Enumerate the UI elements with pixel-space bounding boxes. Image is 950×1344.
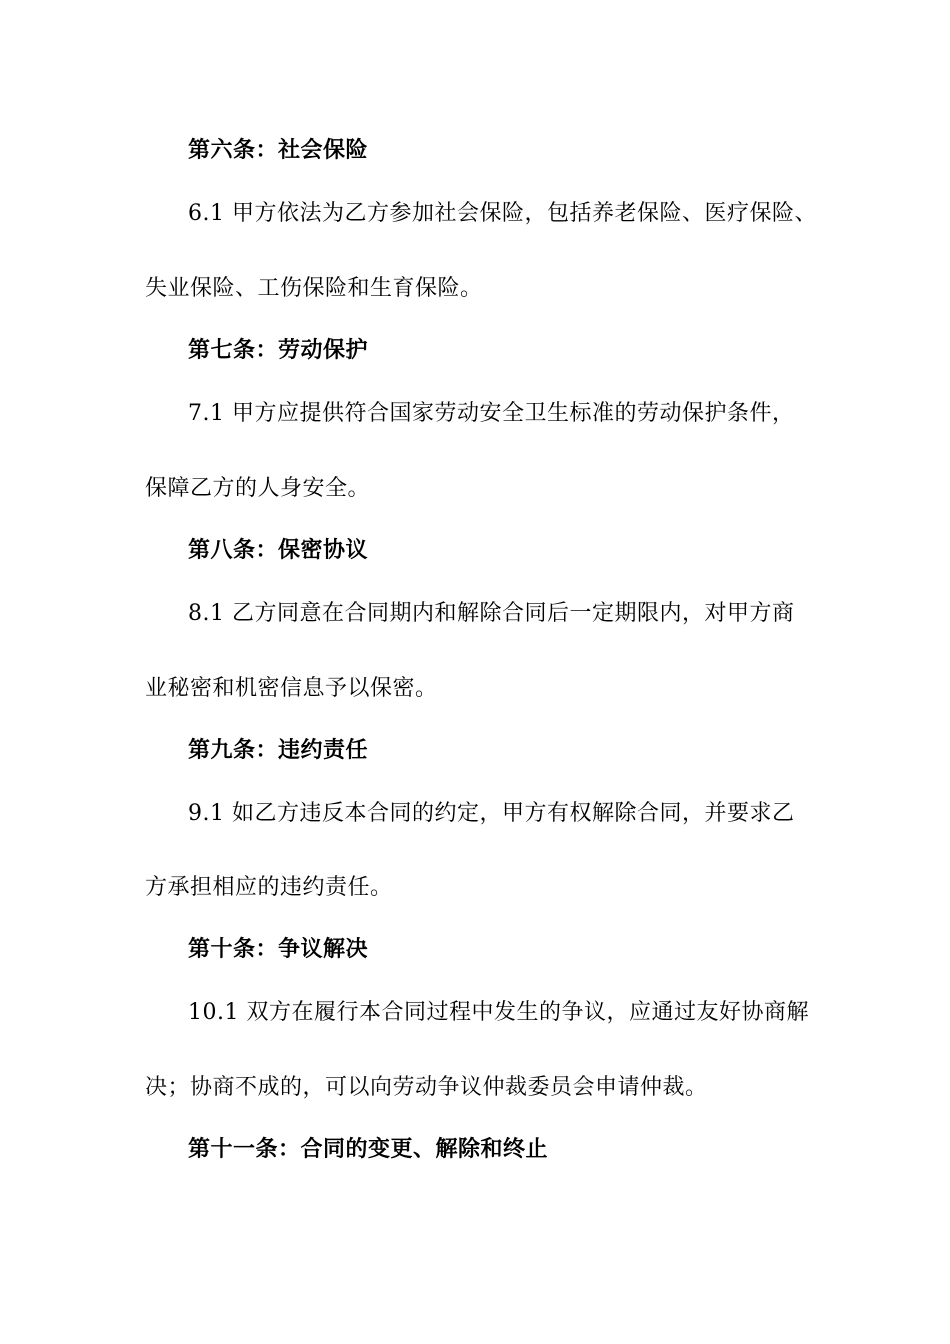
section-6-line-2: 失业保险、工伤保险和生育保险。	[145, 276, 483, 301]
section-9-line-1: 9.1 如乙方违反本合同的约定，甲方有权解除合同，并要求乙	[188, 801, 795, 826]
section-8-line-1: 8.1 乙方同意在合同期内和解除合同后一定期限内，对甲方商	[188, 601, 795, 626]
section-heading-8: 第八条：保密协议	[188, 538, 369, 563]
section-8-line-2: 业秘密和机密信息予以保密。	[145, 676, 438, 701]
section-heading-9: 第九条：违约责任	[188, 738, 369, 763]
section-7-line-1: 7.1 甲方应提供符合国家劳动安全卫生标准的劳动保护条件，	[188, 401, 795, 426]
section-heading-7: 第七条：劳动保护	[188, 338, 369, 363]
section-10-line-2: 决；协商不成的，可以向劳动争议仲裁委员会申请仲裁。	[145, 1075, 708, 1100]
section-heading-10: 第十条：争议解决	[188, 937, 369, 962]
section-6-line-1: 6.1 甲方依法为乙方参加社会保险，包括养老保险、医疗保险、	[188, 201, 817, 226]
section-heading-11: 第十一条：合同的变更、解除和终止	[188, 1137, 549, 1162]
section-9-line-2: 方承担相应的违约责任。	[145, 875, 393, 900]
section-heading-6: 第六条：社会保险	[188, 138, 369, 163]
section-7-line-2: 保障乙方的人身安全。	[145, 476, 371, 501]
section-10-line-1: 10.1 双方在履行本合同过程中发生的争议，应通过友好协商解	[188, 1000, 809, 1025]
